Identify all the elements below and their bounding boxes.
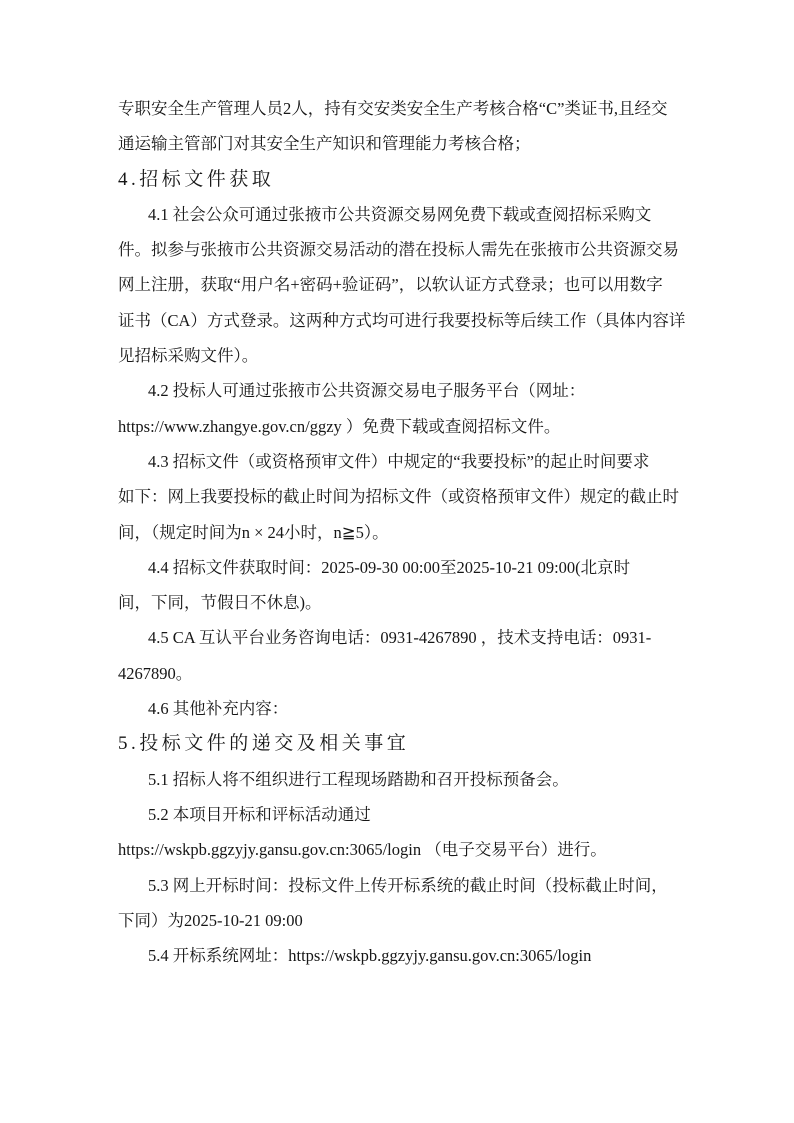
para-5-3-line-2: 下同）为2025-10-21 09:00	[118, 910, 303, 930]
para-4-1-line-3: 网上注册，获取“用户名+密码+验证码”，以软认证方式登录；也可以用数字	[118, 275, 663, 295]
para-4-1-line-2: 件。拟参与张掖市公共资源交易活动的潜在投标人需先在张掖市公共资源交易	[118, 240, 679, 260]
para-4-1-line-5: 见招标采购文件）。	[118, 346, 259, 366]
para-5-3-line-1: 5.3 网上开标时间：投标文件上传开标系统的截止时间（投标截止时间，	[148, 875, 668, 895]
para-5-2-line-2-url: https://wskpb.ggzyjy.gansu.gov.cn:3065/login （电子交易平台）进行。	[118, 840, 607, 860]
para-4-5-line-1: 4.5 CA 互认平台业务咨询电话：0931-4267890 ，技术支持电话：0931-	[148, 628, 652, 648]
prev-paragraph-line-1: 专职安全生产管理人员2人，持有交安类安全生产考核合格“C”类证书,且经交	[118, 99, 668, 118]
para-4-3-line-1: 4.3 招标文件（或资格预审文件）中规定的“我要投标”的起止时间要求	[148, 451, 650, 471]
para-4-1-line-1: 4.1 社会公众可通过张掖市公共资源交易网免费下载或查阅招标采购文	[148, 204, 652, 224]
para-4-2-line-1: 4.2 投标人可通过张掖市公共资源交易电子服务平台（网址：	[148, 381, 586, 401]
para-4-1-line-4: 证书（CA）方式登录。这两种方式均可进行我要投标等后续工作（具体内容详	[118, 310, 686, 330]
document-body	[118, 91, 684, 973]
para-4-4-line-2: 间，下同，节假日不休息)。	[118, 593, 322, 613]
para-4-4-line-1: 4.4 招标文件获取时间：2025-09-30 00:00至2025-10-21 09:00(北京时	[148, 557, 631, 577]
section-5-heading: 5.投标文件的递交及相关事宜	[118, 733, 410, 755]
para-5-1-line-1: 5.1 招标人将不组织进行工程现场踏勘和召开投标预备会。	[148, 769, 569, 789]
para-4-3-line-3: 间，（规定时间为n × 24小时，n≧5）。	[118, 522, 389, 542]
section-4-heading: 4.招标文件获取	[118, 168, 275, 190]
para-4-2-line-2-url: https://www.zhangye.gov.cn/ggzy ）免费下载或查阅招标文件。	[118, 416, 561, 436]
para-5-4-line-1-url: 5.4 开标系统网址：https://wskpb.ggzyjy.gansu.gov.cn:3065/login	[148, 946, 592, 966]
prev-paragraph-line-2: 通运输主管部门对其安全生产知识和管理能力考核合格；	[118, 134, 531, 154]
para-4-6-line-1: 4.6 其他补充内容：	[148, 699, 289, 719]
para-4-3-line-2: 如下：网上我要投标的截止时间为招标文件（或资格预审文件）规定的截止时	[118, 487, 679, 507]
para-5-2-line-1: 5.2 本项目开标和评标活动通过	[148, 804, 371, 824]
para-4-5-line-2: 4267890。	[118, 663, 193, 683]
